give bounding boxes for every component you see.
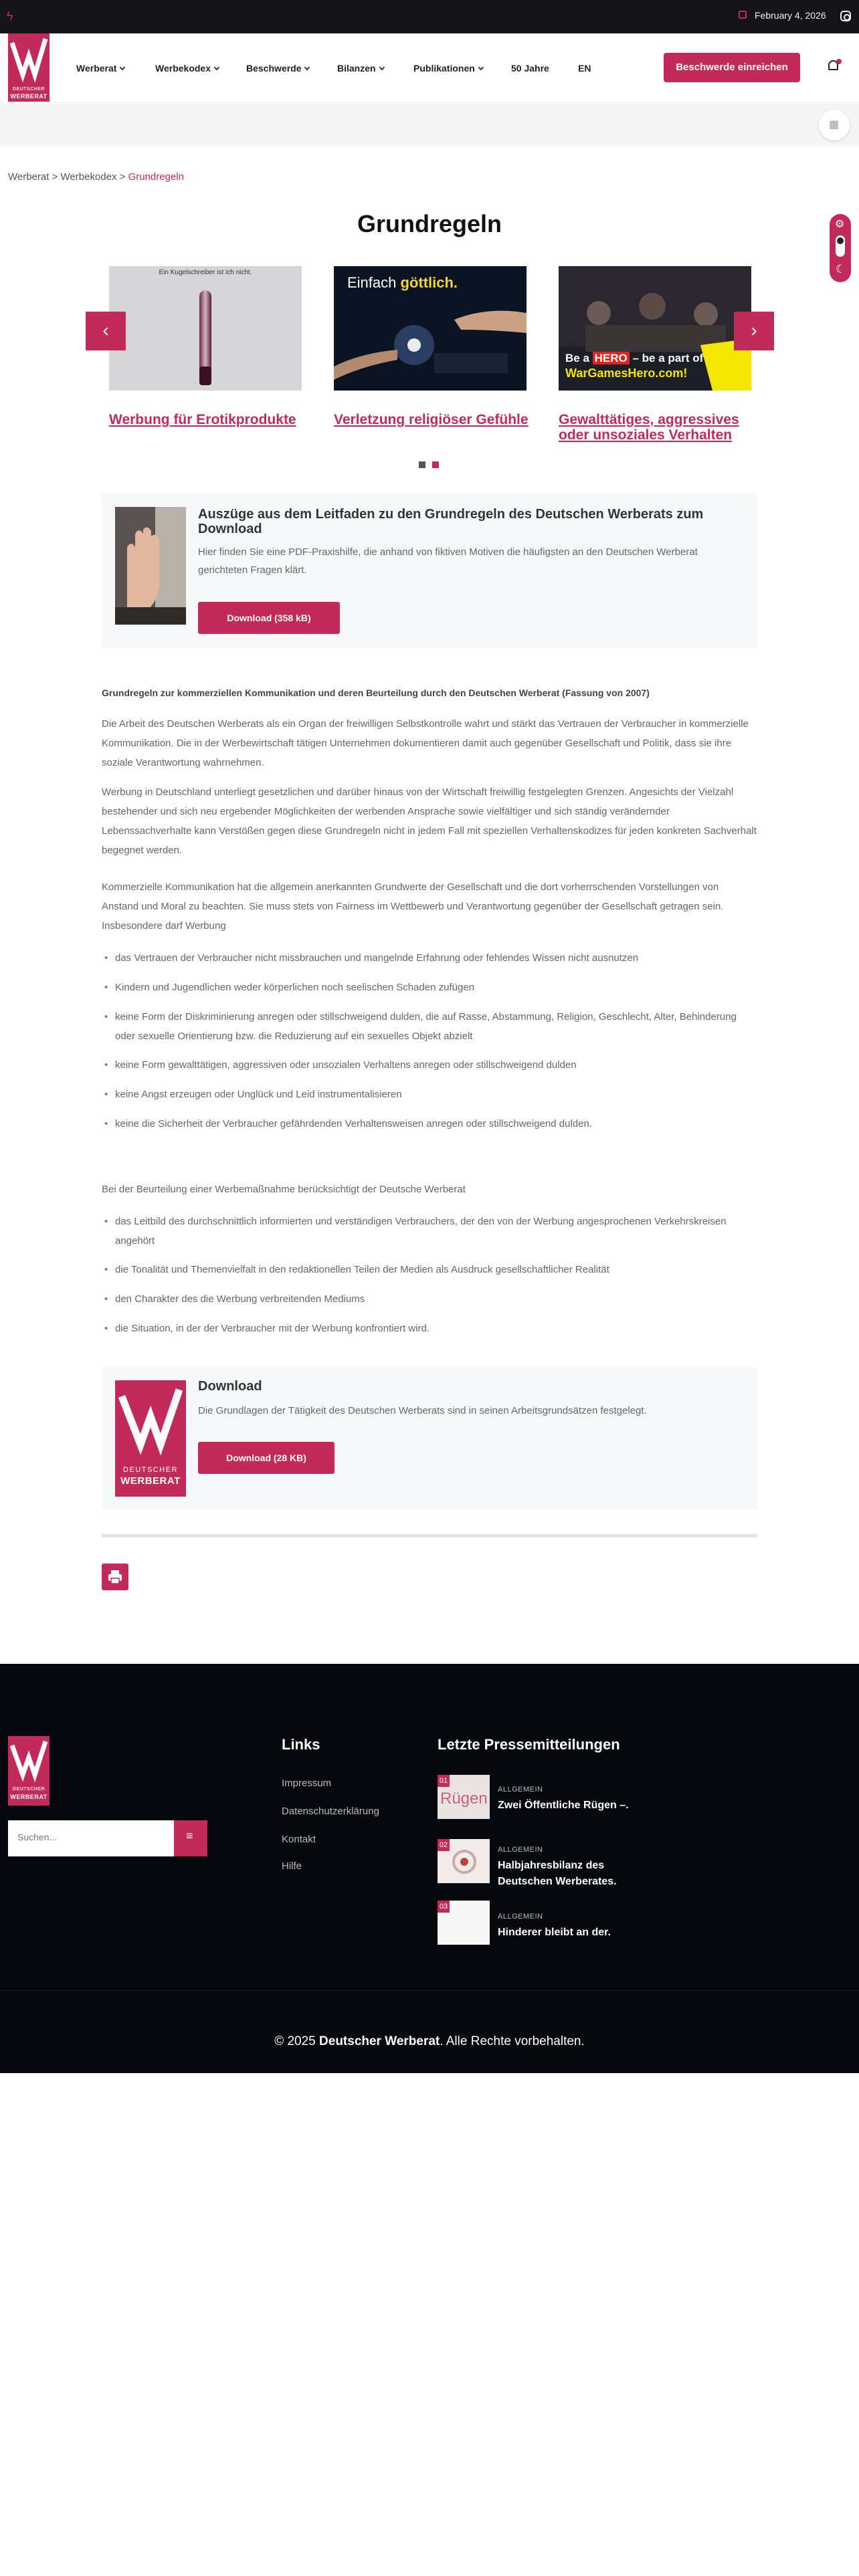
slide-caption-violence[interactable]: Gewalttätiges, aggressives oder unsoziales Verhalten: [559, 412, 739, 443]
nav-label: Beschwerde: [246, 63, 302, 74]
press-title[interactable]: Halbjahresbilanz des Deutschen Werberates.: [498, 1860, 617, 1887]
list-item: • keine Form der Diskriminierung anregen oder stillschweigend dulden, die auf Rasse, Abstammung, Religion, Geschlecht, Alter, Behinderung oder sexuelle Orientierung bzw. die Reduzierung auf ein sexuelles Objekt abzielt: [102, 1007, 757, 1046]
nav-label: Werbekodex: [155, 63, 211, 74]
grid-icon[interactable]: [819, 110, 850, 140]
breadcrumb-werberat[interactable]: Werberat: [8, 171, 50, 183]
site-footer: [0, 1664, 859, 2073]
slide-image-text-2: WarGamesHero.com!: [565, 366, 688, 380]
footer-divider: [0, 1990, 859, 1991]
copyright-prefix: © 2025: [274, 2034, 320, 2048]
press-number: 03: [438, 1901, 450, 1913]
divider: [102, 1534, 757, 1537]
slide-image-text: Ein Kugelschreiber ist ich nicht.: [159, 269, 252, 276]
bolt-icon: ϟ: [7, 9, 13, 23]
press-thumbnail[interactable]: [438, 1839, 490, 1883]
slide-text-b: göttlich.: [400, 274, 458, 291]
guide-image: [115, 507, 186, 625]
nav-label: Werberat: [76, 63, 117, 74]
logo-line1: DEUTSCHER: [12, 1787, 45, 1792]
carousel-dot-active[interactable]: [432, 461, 439, 468]
logo-line2: WERBERAT: [10, 1794, 47, 1800]
guide-text: Hier finden Sie eine PDF-Praxishilfe, die anhand von fiktiven Motiven die häufigsten an den Deutschen Werberat gerichteten Fragen klärt.: [198, 546, 698, 576]
pen-illustration: [109, 266, 302, 391]
moon-icon: ☾: [836, 263, 846, 276]
slide-caption-erotik[interactable]: Werbung für Erotikprodukte: [109, 412, 296, 427]
logo-mark: [8, 33, 50, 86]
footer-search-input[interactable]: [8, 1820, 174, 1856]
press-number: 01: [438, 1775, 450, 1787]
list-item: • keine Angst erzeugen oder Unglück und Leid instrumentalisieren: [102, 1085, 757, 1104]
section-heading: Grundregeln zur kommerziellen Kommunikation und deren Beurteilung durch den Deutschen Werberat (Fassung von 2007): [102, 687, 650, 698]
carousel-prev-button[interactable]: [86, 312, 126, 350]
list-item: • das Vertrauen der Verbraucher nicht missbrauchen und mangelnde Erfahrung oder fehlendes Wissen nicht ausnutzen: [102, 948, 757, 968]
press-category: ALLGEMEIN: [498, 1913, 543, 1921]
print-button[interactable]: [102, 1564, 128, 1590]
top-bar: [0, 0, 859, 33]
bell-icon[interactable]: [827, 59, 840, 74]
logo-line1: DEUTSCHER: [123, 1466, 178, 1474]
nav-item-50-jahre[interactable]: [511, 63, 549, 74]
logo-line1: DEUTSCHER: [12, 87, 45, 92]
footer-link-impressum[interactable]: Impressum: [282, 1778, 332, 1789]
download-box: [102, 1367, 757, 1510]
chevron-right-icon: ›: [751, 320, 757, 340]
nav-label: EN: [578, 63, 591, 74]
nav-item-language[interactable]: [578, 63, 591, 74]
slide-image-violence[interactable]: [559, 266, 751, 391]
slide-image-religion[interactable]: [334, 266, 527, 391]
press-title[interactable]: Zwei Öffentliche Rügen –.: [498, 1800, 629, 1811]
slide-image-erotik[interactable]: [109, 266, 302, 391]
logo-line2: WERBERAT: [10, 93, 47, 100]
werberat-logo: [115, 1380, 186, 1497]
list-item: • Kindern und Jugendlichen weder körperlichen noch seelischen Schaden zufügen: [102, 978, 757, 997]
carousel-dot[interactable]: [419, 461, 425, 468]
thumb-text: Rügen: [440, 1790, 488, 1808]
paragraph-4: Bei der Beurteilung einer Werbemaßnahme berücksichtigt der Deutsche Werberat: [102, 1184, 466, 1195]
submit-complaint-button[interactable]: Beschwerde einreichen: [664, 53, 800, 82]
guide-download-box: [102, 494, 757, 649]
list-item: • das Leitbild des durchschnittlich informierten und verständigen Verbrauchers, der den von der Werbung angesprochenen Verkehrskreisen angehört: [102, 1212, 757, 1251]
search-placeholder: Suchen...: [17, 1832, 58, 1842]
press-title[interactable]: Hinderer bleibt an der.: [498, 1927, 611, 1938]
footer-logo[interactable]: [8, 1736, 50, 1806]
guide-download-button[interactable]: Download (358 kB): [198, 602, 340, 634]
list-item: • die Tonalität und Themenvielfalt in den redaktionellen Teilen der Medien als Ausdruck gesellschaftlicher Realität: [102, 1260, 757, 1279]
slide-image-text: [565, 352, 703, 365]
press-category: ALLGEMEIN: [498, 1846, 543, 1854]
chevron-down-icon: [478, 65, 484, 70]
dark-mode-switch[interactable]: [836, 235, 845, 257]
instagram-icon[interactable]: [840, 11, 851, 21]
press-thumbnail[interactable]: [438, 1775, 490, 1819]
list-item: • keine die Sicherheit der Verbraucher gefährdenden Verhaltensweisen anregen oder stillschweigend dulden.: [102, 1114, 757, 1134]
chevron-left-icon: ‹: [102, 320, 109, 340]
stop-hand-illustration: [115, 507, 186, 625]
list-item: • den Charakter des die Werbung verbreitenden Mediums: [102, 1289, 757, 1309]
logo-mark: [115, 1380, 186, 1459]
breadcrumb-werbekodex[interactable]: Werbekodex: [60, 171, 117, 183]
page-header-band: [0, 104, 859, 146]
footer-press-title: Letzte Pressemitteilungen: [438, 1736, 620, 1753]
copyright-suffix: . Alle Rechte vorbehalten.: [440, 2034, 585, 2048]
carousel-next-button[interactable]: [734, 312, 774, 350]
gear-icon[interactable]: ⚙: [835, 219, 845, 230]
paragraph-2: Werbung in Deutschland unterliegt gesetzlichen und darüber hinaus von der Wirtschaft freiwillig festgelegten Grenzen. Angesichts der Vielzahl bestehender und sich neu ergebender Möglichkeiten der werbenden Ansprache sowie vielfältiger und sich ständig verändernder Lebenssachverhalte kann Verstößen gegen diese Grundregeln nicht in jedem Fall mit speziellen Verhaltenskodizes für jeden konkreten Sachverhalt begegnet werden.: [102, 786, 757, 856]
nav-item-bilanzen[interactable]: [337, 63, 384, 74]
chevron-down-icon: [214, 65, 219, 70]
nav-label: Publikationen: [413, 63, 475, 74]
logo-line2: WERBERAT: [120, 1475, 181, 1487]
press-number: 02: [438, 1839, 450, 1851]
footer-link-hilfe[interactable]: Hilfe: [282, 1860, 302, 1872]
arbeitsgrundsaetze-download-button[interactable]: Download (28 KB): [198, 1442, 335, 1474]
paragraph-1: Die Arbeit des Deutschen Werberats als ein Organ der freiwilligen Selbstkontrolle wahrt und stärkt das Vertrauen der Verbraucher in kommerzielle Kommunikation. Die in der Werbewirtschaft tätigen Unternehmen dokumentieren damit auch gegenüber Gesellschaft und Politik, dass sie ihre soziale Verantwortung wahrnehmen.: [102, 718, 749, 768]
chevron-down-icon: [120, 65, 125, 70]
nav-label: 50 Jahre: [511, 63, 549, 74]
site-logo[interactable]: [8, 33, 50, 102]
breadcrumb-separator: >: [116, 171, 128, 183]
paragraph-3: Kommerzielle Kommunikation hat die allgemein anerkannten Grundwerte der Gesellschaft und die dort vorherrschenden Vorstellungen von Anstand und Moral zu beachten. Sie muss stets von Fairness im Wettbewerb und Verantwortung gegenüber der Gesellschaft getragen sein. Insbesondere darf Werbung: [102, 881, 724, 932]
breadcrumb-separator: >: [49, 171, 61, 183]
footer-link-datenschutz[interactable]: Datenschutzerklärung: [282, 1806, 379, 1817]
list-item: • keine Form gewalttätigen, aggressiven oder unsozialen Verhaltens anregen oder stillschweigend dulden: [102, 1055, 757, 1075]
slide-text-a: Be a: [565, 352, 593, 364]
hands-illustration: [334, 266, 527, 391]
chevron-down-icon: [379, 65, 384, 70]
footer-links-title: Links: [282, 1736, 320, 1753]
settings-toggle[interactable]: [830, 214, 851, 282]
slide-text-a: Einfach: [347, 274, 401, 291]
guide-title: Auszüge aus dem Leitfaden zu den Grundregeln des Deutschen Werberats zum Download: [198, 507, 704, 536]
footer-link-kontakt[interactable]: Kontakt: [282, 1834, 316, 1845]
chevron-down-icon: [304, 65, 310, 70]
nav-item-werberat[interactable]: [76, 63, 124, 74]
logo-mark: [8, 1736, 50, 1783]
nav-item-beschwerde[interactable]: [246, 63, 309, 74]
press-category: ALLGEMEIN: [498, 1786, 543, 1794]
download-text: Die Grundlagen der Tätigkeit des Deutschen Werberats sind in seinen Arbeitsgrundsätzen festgelegt.: [198, 1405, 647, 1416]
search-icon[interactable]: [174, 1820, 207, 1856]
slide-caption-religion[interactable]: Verletzung religiöser Gefühle: [334, 412, 529, 427]
calendar-icon: [739, 11, 747, 19]
print-icon: [102, 1564, 128, 1590]
press-thumbnail[interactable]: [438, 1901, 490, 1945]
page-title: Grundregeln: [357, 210, 502, 237]
list-item: • die Situation, in der der Verbraucher mit der Werbung konfrontiert wird.: [102, 1319, 757, 1338]
copyright-brand: Deutscher Werberat: [319, 2034, 440, 2048]
breadcrumb: [8, 171, 184, 183]
download-title: Download: [198, 1379, 262, 1394]
copyright: [0, 2034, 859, 2049]
slide-text-b: HERO: [593, 352, 630, 364]
slide-text-c: – be a part of: [629, 352, 704, 364]
current-date: February 4, 2026: [755, 10, 826, 21]
nav-item-publikationen[interactable]: [413, 63, 483, 74]
nav-item-werbekodex[interactable]: [155, 63, 219, 74]
breadcrumb-current: Grundregeln: [128, 171, 184, 183]
nav-label: Bilanzen: [337, 63, 376, 74]
